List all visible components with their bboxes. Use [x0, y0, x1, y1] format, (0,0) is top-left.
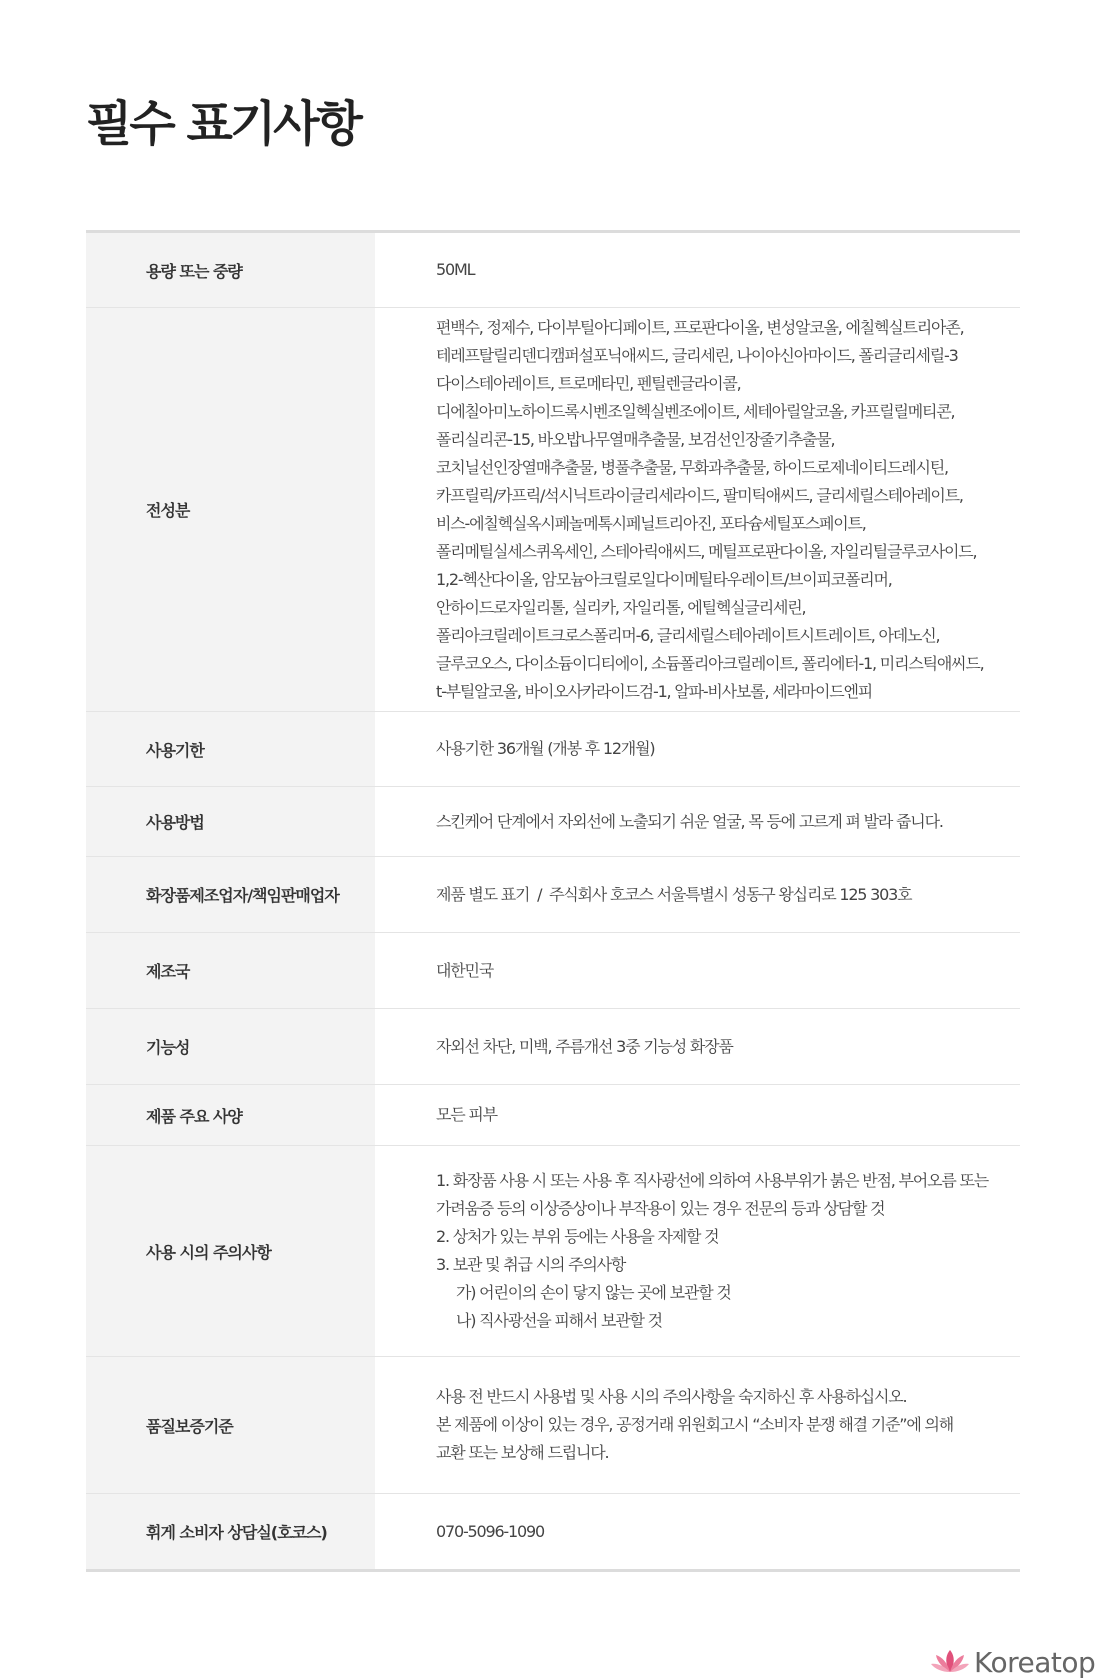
ingredient-line: 안하이드로자일리톨, 실리카, 자일리톨, 에틸헥실글리세린, — [436, 597, 806, 617]
ingredient-line: 편백수, 정제수, 다이부틸아디페이트, 프로판다이올, 변성알코올, 에칠헥실트리아존, — [436, 317, 964, 337]
ingredient-line: 폴리실리콘-15, 바오밥나무열매추출물, 보검선인장줄기추출물, — [436, 429, 835, 449]
row-label: 품질보증기준 — [86, 1356, 375, 1493]
caution-line: 1. 화장품 사용 시 또는 사용 후 직사광선에 의하여 사용부위가 붉은 반점, 부어오름 또는 — [436, 1171, 988, 1190]
row-value: 070-5096-1090 — [375, 1493, 1020, 1569]
ingredient-line: 폴리메틸실세스퀴옥세인, 스테아릭애씨드, 메틸프로판다이올, 자일리틸글루코사이드, — [436, 541, 977, 561]
row-value: 대한민국 — [375, 932, 1020, 1008]
row-value: 50ML — [436, 260, 475, 279]
spec-row-spec — [86, 1084, 1020, 1145]
ingredient-line: 비스-에칠헥실옥시페놀메톡시페닐트리아진, 포타슘세틸포스페이트, — [436, 513, 866, 533]
caution-line: 가려움증 등의 이상증상이나 부작용이 있는 경우 전문의 등과 상담할 것 — [436, 1199, 885, 1218]
ingredient-line: 테레프탈릴리덴디캠퍼설포닉애씨드, 글리세린, 나이아신아마이드, 폴리글리세릴-3 — [436, 345, 958, 365]
spec-row-cautions — [86, 1145, 1020, 1356]
ingredients-list — [375, 307, 1020, 711]
row-label: 사용방법 — [86, 786, 375, 856]
row-label: 휘게 소비자 상담실(호코스) — [86, 1493, 375, 1569]
caution-line: 3. 보관 및 취급 시의 주의사항 — [436, 1255, 626, 1274]
caution-subline: 가) 어린이의 손이 닿지 않는 곳에 보관할 것 — [456, 1283, 731, 1302]
ingredient-line: 코치닐선인장열매추출물, 병풀추출물, 무화과추출물, 하이드로제네이티드레시틴, — [436, 457, 948, 477]
row-label: 사용 시의 주의사항 — [86, 1145, 375, 1356]
ingredient-line: 카프릴릭/카프릭/석시닉트라이글리세라이드, 팔미틱애씨드, 글리세릴스테아레이트, — [436, 485, 963, 505]
spec-row-usage — [86, 786, 1020, 856]
spec-row-expiry — [86, 711, 1020, 786]
row-label: 전성분 — [86, 307, 375, 711]
spec-row-consult — [86, 1493, 1020, 1569]
ingredient-line: 다이스테아레이트, 트로메타민, 펜틸렌글라이콜, — [436, 373, 741, 393]
spec-row-origin — [86, 932, 1020, 1008]
spec-row-function — [86, 1008, 1020, 1084]
row-value: 사용기한 36개월 (개봉 후 12개월) — [375, 711, 1020, 786]
brand-logo — [930, 1648, 1095, 1678]
spec-row-ingredients — [86, 307, 1020, 711]
row-value: 자외선 차단, 미백, 주름개선 3중 기능성 화장품 — [375, 1008, 1020, 1084]
page-title: 필수 표기사항 — [86, 96, 360, 152]
ingredient-line: t-부틸알코올, 바이오사카라이드검-1, 알파-비사보롤, 세라마이드엔피 — [436, 681, 873, 701]
row-label: 용량 또는 중량 — [86, 233, 375, 307]
row-label: 사용기한 — [86, 711, 375, 786]
quality-line: 교환 또는 보상해 드립니다. — [436, 1443, 609, 1462]
ingredient-line: 디에칠아미노하이드록시벤조일헥실벤조에이트, 세테아릴알코올, 카프릴릴메티콘, — [436, 401, 955, 421]
row-label: 제조국 — [86, 932, 375, 1008]
spec-row-volume — [86, 233, 1020, 307]
spec-table — [86, 230, 1020, 1572]
quality-line: 본 제품에 이상이 있는 경우, 공정거래 위원회고시 “소비자 분쟁 해결 기준”에 의해 — [436, 1415, 954, 1434]
ingredient-line: 1,2-헥산다이올, 암모늄아크릴로일다이메틸타우레이트/브이피코폴리머, — [436, 569, 892, 589]
brand-name: Koreatop — [974, 1646, 1096, 1679]
caution-line: 2. 상처가 있는 부위 등에는 사용을 자제할 것 — [436, 1227, 719, 1246]
quality-line: 사용 전 반드시 사용법 및 사용 시의 주의사항을 숙지하신 후 사용하십시오. — [436, 1387, 907, 1406]
row-value: 제품 별도 표기 / 주식회사 호코스 서울특별시 성동구 왕십리로 125 303호 — [375, 856, 1020, 932]
cautions-list — [375, 1145, 1020, 1356]
quality-text — [375, 1356, 1020, 1493]
caution-subline: 나) 직사광선을 피해서 보관할 것 — [456, 1311, 662, 1330]
spec-row-manufacturer — [86, 856, 1020, 932]
lotus-icon — [930, 1648, 970, 1678]
ingredient-line: 글루코오스, 다이소듐이디티에이, 소듐폴리아크릴레이트, 폴리에터-1, 미리스틱애씨드, — [436, 653, 984, 673]
row-label: 제품 주요 사양 — [86, 1084, 375, 1145]
spec-row-quality — [86, 1356, 1020, 1493]
row-value: 스킨케어 단계에서 자외선에 노출되기 쉬운 얼굴, 목 등에 고르게 펴 발라 줍니다. — [375, 786, 1020, 856]
ingredient-line: 폴리아크릴레이트크로스폴리머-6, 글리세릴스테아레이트시트레이트, 아데노신, — [436, 625, 940, 645]
row-label: 화장품제조업자/책임판매업자 — [86, 856, 375, 932]
row-value: 모든 피부 — [375, 1084, 1020, 1145]
row-label: 기능성 — [86, 1008, 375, 1084]
